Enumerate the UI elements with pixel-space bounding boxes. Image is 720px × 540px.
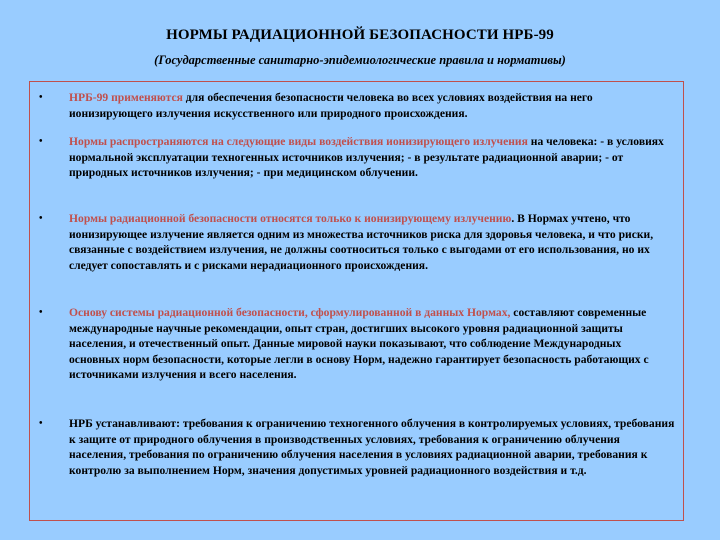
item-text [69, 416, 675, 478]
content-panel [29, 81, 684, 521]
page-subtitle: (Государственные санитарно-эпидемиологические правила и нормативы) [154, 53, 566, 67]
item-highlight: Нормы радиационной безопасности относятся только к ионизирующему излучению [69, 212, 512, 225]
bullet-marker: • [39, 136, 43, 147]
item-body: составляют современные международные научные рекомендации, опыт стран, достигших высокого уровня радиационной защиты населения, и отечественный опыт. Данные мировой науки показывают, что соблюдение Международных основных норм безопасности, которые легли в основу Норм, надежно гарантирует безопасность работающих с источниками излучения и всего населения. [69, 306, 649, 382]
item-text [69, 305, 675, 383]
item-body: на человека: - в условиях нормальной эксплуатации техногенных источников излучения; - в результате радиационной аварии; - от природных источников излучения; - при медицинском облучении. [69, 135, 664, 180]
bullet-marker: • [39, 92, 43, 103]
bullet-marker: • [39, 213, 43, 224]
item-body: для обеспечения безопасности человека во всех условиях воздействия на него ионизирующего излучения искусственного или природного происхождения. [69, 91, 593, 120]
bullet-marker: • [39, 307, 43, 318]
item-highlight: Основу системы радиационной безопасности, сформулированной в данных Нормах, [69, 306, 511, 319]
item-highlight: Нормы распространяются на следующие виды воздействия ионизирующего излучения [69, 135, 528, 148]
item-body: НРБ устанавливают: требования к ограничению техногенного облучения в контролируемых условиях, требования к защите от природного облучения в производственных условиях, требования к ограничению облучения населения, требования по ограничению облучения населения в условиях радиационной аварии, требования к контролю за выполнением Норм, значения допустимых уровней радиационного воздействия и т.д. [69, 417, 675, 477]
item-text [69, 90, 675, 121]
item-body: . В Нормах учтено, что ионизирующее излучение является одним из множества источников риска для здоровья человека, и что риски, связанные с воздействием излучения, не должны соотноситься только с выгодами от его использования, но их следует сопоставлять и с рисками нерадиационного происхождения. [69, 212, 654, 272]
item-text [69, 211, 675, 273]
page-title: НОРМЫ РАДИАЦИОННОЙ БЕЗОПАСНОСТИ НРБ-99 [166, 27, 554, 43]
item-text [69, 134, 675, 181]
bullet-marker: • [39, 418, 43, 429]
item-highlight: НРБ-99 применяются [69, 91, 183, 104]
